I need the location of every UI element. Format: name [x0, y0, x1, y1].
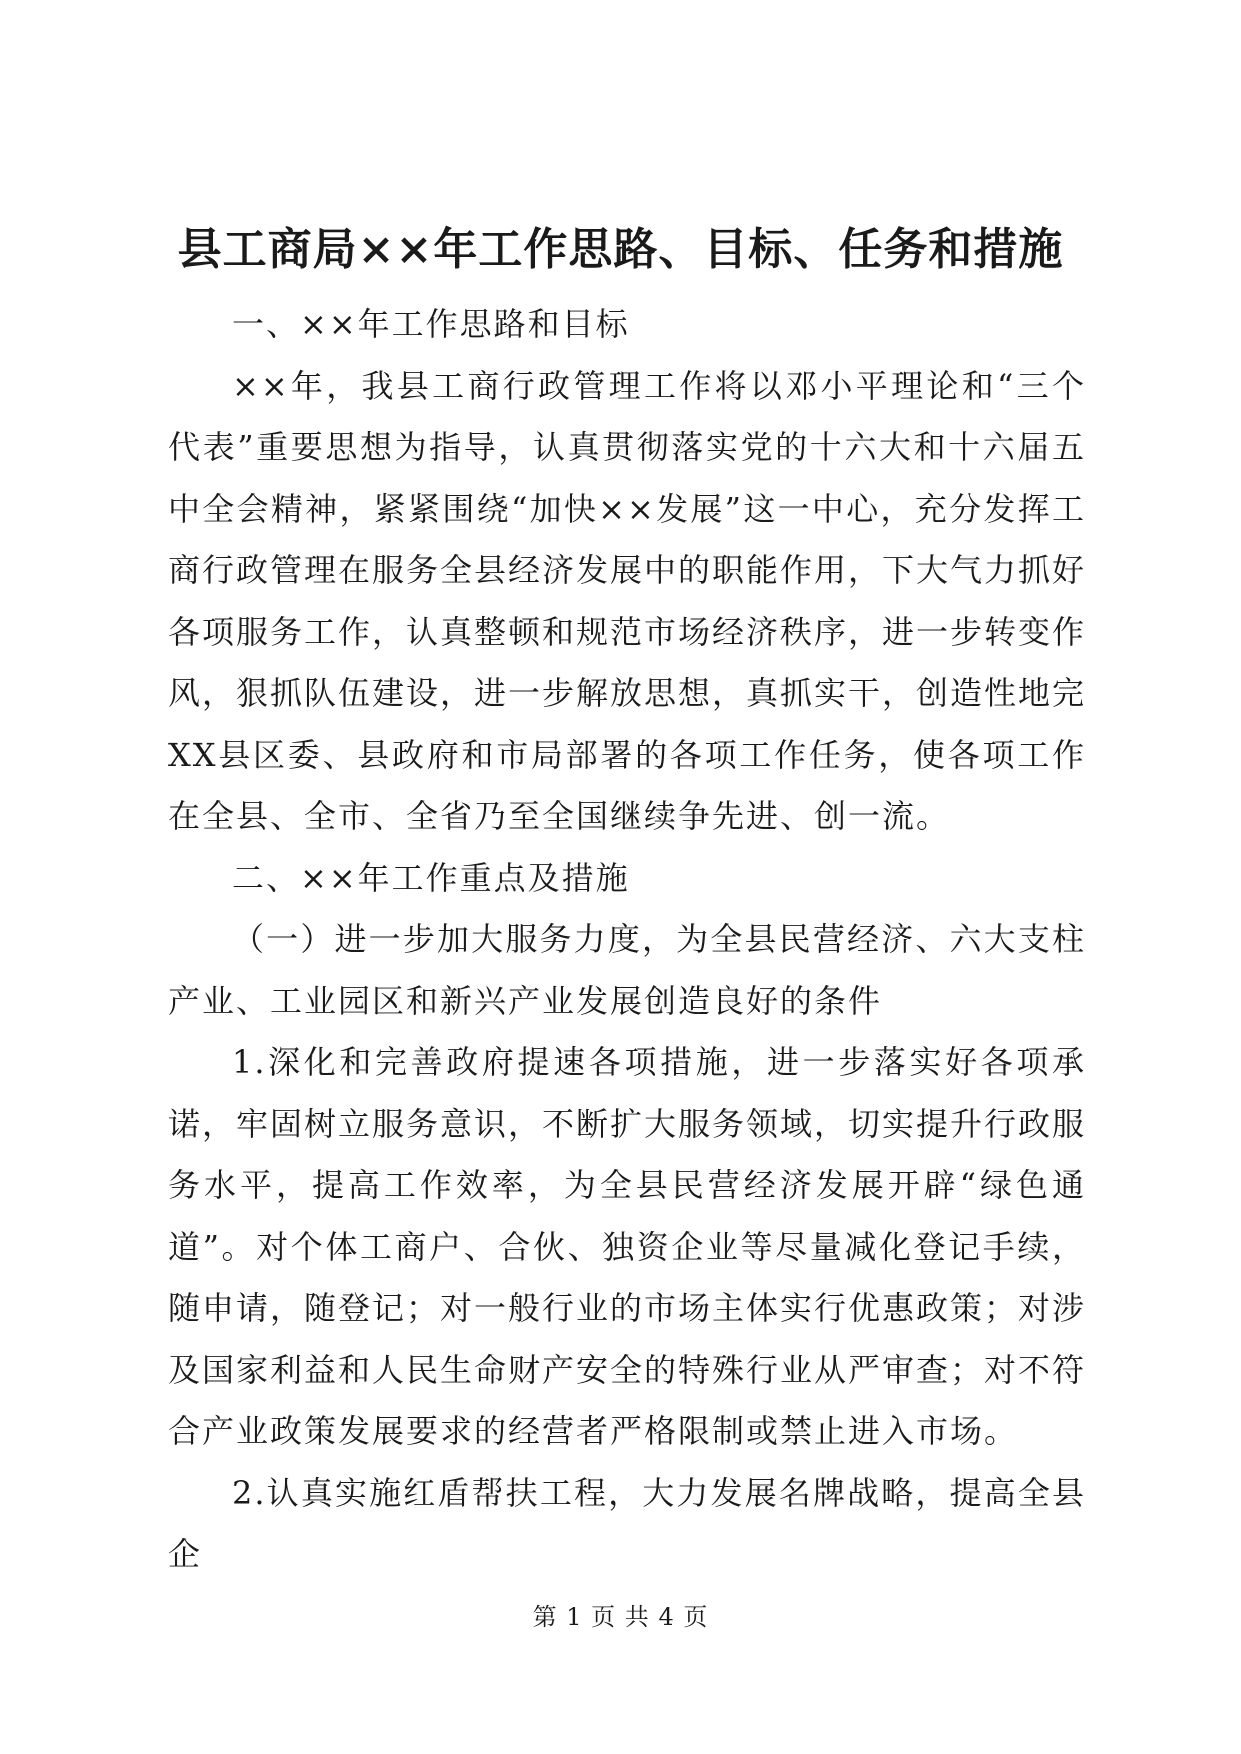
page-number-footer: 第 1 页 共 4 页 — [532, 1603, 709, 1631]
subsection-heading-1: （一）进一步加大服务力度，为全县民营经济、六大支柱产业、工业园区和新兴产业发展创造良好的条件 — [168, 920, 1086, 1020]
document-title: 县工商局××年工作思路、目标、任务和措施 — [177, 224, 1064, 275]
paragraph-1: ××年，我县工商行政管理工作将以邓小平理论和“三个代表”重要思想为指导，认真贯彻落实党的十六大和十六届五中全会精神，紧紧围绕“加快××发展”这一中心，充分发挥工商行政管理在服务全县经济发展中的职能作用，下大气力抓好各项服务工作，认真整顿和规范市场经济秩序，进一步转变作风，狠抓队伍建设，进一步解放思想，真抓实干，创造性地完XX县区委、县政府和市局部署的各项工作任务，使各项工作在全县、全市、全省乃至全国继续争先进、创一流。 — [168, 366, 1087, 835]
paragraph-item-1: 1.深化和完善政府提速各项措施，进一步落实好各项承诺，牢固树立服务意识，不断扩大服务领域，切实提升行政服务水平，提高工作效率，为全县民营经济发展开辟“绿色通道”。对个体工商户、合伙、独资企业等尽量减化登记手续，随申请，随登记；对一般行业的市场主体实行优惠政策；对涉及国家利益和人民生命财产安全的特殊行业从严审查；对不符合产业政策发展要求的经营者严格限制或禁止进入市场。 — [168, 1043, 1087, 1450]
paragraph-item-2: 2.认真实施红盾帮扶工程，大力发展名牌战略，提高全县企 — [168, 1473, 1086, 1573]
section-heading-2: 二、××年工作重点及措施 — [232, 858, 630, 897]
section-heading-1: 一、××年工作思路和目标 — [232, 305, 630, 343]
document-body — [168, 294, 1086, 1586]
